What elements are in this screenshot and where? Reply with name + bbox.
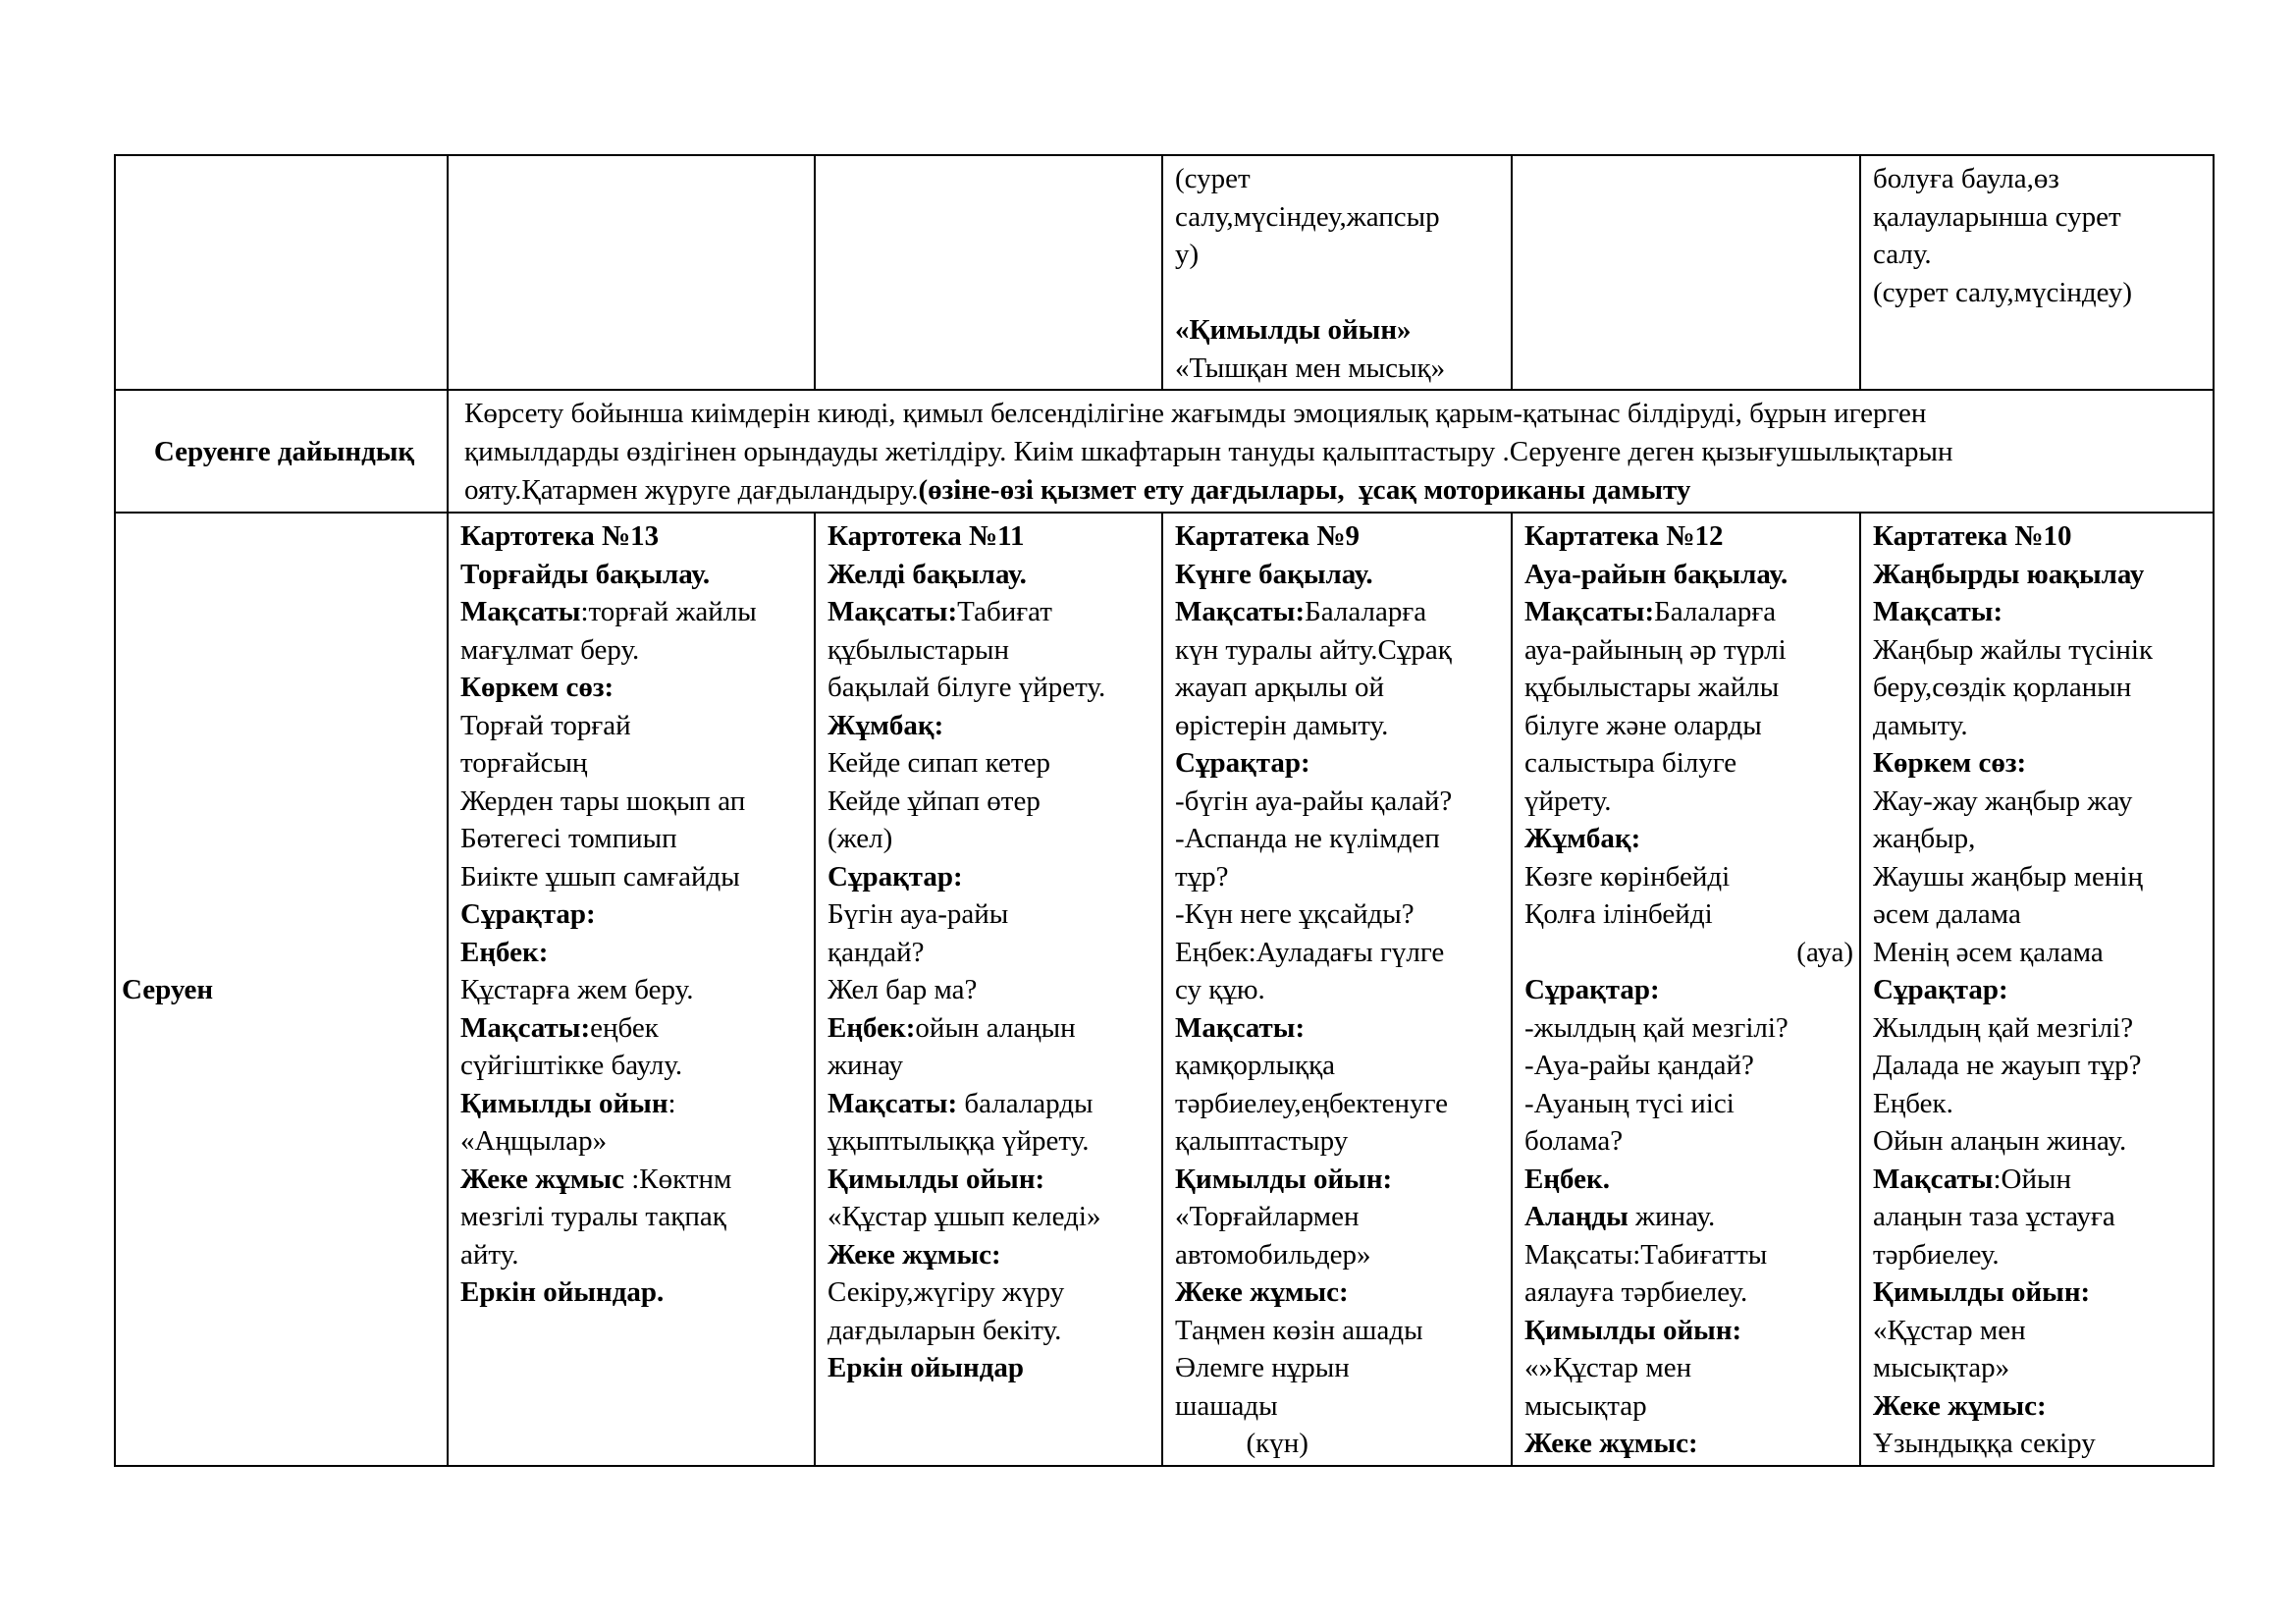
cell-walk-col4	[1162, 513, 1512, 1466]
plan-table	[114, 154, 2215, 1467]
row-label-prep: Серуенге дайындық	[115, 390, 448, 513]
text-run: Жеке жұмыс	[460, 1163, 624, 1195]
text-run: еңбек	[590, 1011, 659, 1044]
text-line: сүйгіштікке баулу.	[460, 1050, 683, 1081]
text-line: Еңбек:Ауладағы гүлге	[1175, 936, 1445, 968]
text-line: Биікте ұшып самғайды	[460, 860, 740, 893]
cell-top-col4	[1162, 155, 1512, 390]
text-run: Қимылды ойын	[460, 1087, 668, 1119]
text-line: қимылдарды өздігінен орындауды жетілдіру. Киім шкафтарын тануды қалыптастыру .Серуенге деген қызығушылықтарын	[464, 436, 1953, 467]
text-line: Желді бақылау.	[828, 558, 1027, 590]
text-run: :торғай жайлы	[580, 596, 757, 627]
text-run: :	[667, 1087, 676, 1119]
text-line	[1524, 593, 1853, 631]
text-run: Алаңды	[1524, 1201, 1629, 1232]
text-line: «Құстар ұшып келеді»	[828, 1201, 1101, 1232]
text-line: (күн)	[1175, 1428, 1308, 1459]
text-line: Көркем сөз:	[1873, 747, 2027, 779]
text-line: салу.	[1873, 239, 1932, 270]
cell-walk-col2	[448, 513, 815, 1466]
text-line: Мақсаты:	[1175, 1011, 1306, 1044]
text-line: Еркін ойындар	[828, 1352, 1025, 1383]
text-line	[464, 471, 2207, 510]
game-name: «Тышқан мен мысық»	[1175, 352, 1446, 384]
text-line: торғайсың	[460, 747, 588, 779]
text-run: балаларды	[957, 1087, 1094, 1119]
text-line: Қолға ілінбейді	[1524, 898, 1713, 930]
text-line: тәрбиелеу,еңбектенуге	[1175, 1087, 1448, 1119]
text-line: Еркін ойындар.	[460, 1276, 665, 1308]
text-line: шашады	[1175, 1389, 1278, 1422]
cell-walk-col3	[815, 513, 1162, 1466]
text-line: «Торғайлармен	[1175, 1201, 1360, 1232]
text-line: Ұзындыққа секіру	[1873, 1428, 2096, 1459]
text-run: Табиғат	[957, 596, 1052, 627]
text-run: :Көктнм	[623, 1163, 732, 1195]
text-line: Картотека №13	[460, 520, 660, 552]
text-line: Қимылды ойын:	[1873, 1276, 2091, 1308]
text-line: Жеке жұмыс:	[1175, 1276, 1349, 1308]
text-line: қалыптастыру	[1175, 1125, 1349, 1157]
text-line: салу,мүсіндеу,жапсыр	[1175, 200, 1440, 233]
text-line: алаңын таза ұстауға	[1873, 1201, 2115, 1232]
text-run: Балаларға	[1305, 596, 1427, 627]
text-line: (сурет	[1175, 163, 1251, 194]
text-line: болуға баула,өз	[1873, 163, 2059, 194]
text-line: (сурет салу,мүсіндеу)	[1873, 276, 2132, 308]
text-line: дағдыларын бекіту.	[828, 1314, 1062, 1346]
text-run: Еңбек:	[828, 1011, 916, 1044]
text-line: Картатека №12	[1524, 520, 1724, 552]
text-line: Мақсаты:	[1873, 596, 2003, 627]
text-line: Жаңбыр жайлы түсінік	[1873, 633, 2154, 666]
text-line: Жұмбақ:	[1524, 823, 1641, 854]
text-line: Сұрақтар:	[1524, 974, 1660, 1005]
text-line: аялауға тәрбиелеу.	[1524, 1276, 1748, 1308]
text-line: Кейде ұйпап өтер	[828, 785, 1041, 817]
text-run: Мақсаты:	[1524, 596, 1655, 627]
text-run: Мақсаты:	[828, 1087, 958, 1119]
text-line: -жылдың қай мезгілі?	[1524, 1011, 1789, 1044]
text-line: Күнге бақылау.	[1175, 558, 1373, 590]
text-line: -Ауаның түсі иісі	[1524, 1087, 1735, 1119]
text-line: -Күн неге ұқсайды?	[1175, 898, 1415, 930]
text-line: қандай?	[828, 936, 925, 968]
text-line: бақылай білуге үйрету.	[828, 672, 1106, 703]
text-line: «»Құстар мен	[1524, 1352, 1692, 1383]
text-line: Еңбек.	[1873, 1087, 1953, 1119]
text-line: жауап арқылы ой	[1175, 672, 1384, 703]
text-line: у)	[1175, 239, 1200, 270]
text-line: болама?	[1524, 1125, 1624, 1157]
text-line: айту.	[460, 1238, 519, 1271]
table-row-top	[115, 155, 2214, 390]
text-line: ауа-райының әр түрлі	[1524, 633, 1787, 666]
text-run: Мақсаты:	[1175, 596, 1306, 627]
text-line: мағұлмат беру.	[460, 633, 640, 666]
text-line	[828, 1009, 1155, 1048]
text-line: өрістерін дамыту.	[1175, 709, 1389, 741]
text-line: Қимылды ойын:	[1524, 1314, 1742, 1346]
text-line: -Аспанда не күлімдеп	[1175, 823, 1440, 854]
text-line: Сұрақтар:	[1175, 747, 1310, 779]
text-line: дамыту.	[1873, 709, 1968, 741]
text-line: Әлемге нұрын	[1175, 1352, 1350, 1383]
text-line: Қимылды ойын:	[1175, 1163, 1393, 1195]
text-line: Көркем сөз:	[460, 672, 614, 703]
text-line: Жаңбырды юақылау	[1873, 558, 2145, 590]
text-run: ояту.Қатармен жүруге дағдыландыру.	[464, 474, 919, 506]
row-label-walk: Серуен	[115, 513, 448, 1466]
text-line: мысықтар»	[1873, 1352, 2010, 1383]
text-line: Менің әсем қалама	[1873, 936, 2104, 968]
text-line	[828, 1085, 1155, 1123]
text-line: Жел бар ма?	[828, 974, 978, 1005]
text-line: -Ауа-райы қандай?	[1524, 1050, 1754, 1081]
text-line: Еңбек.	[1524, 1163, 1610, 1195]
text-line: Бөтегесі томпиып	[460, 823, 677, 854]
text-line: Көрсету бойынша киімдерін киюді, қимыл белсенділігіне жағымды эмоциялық қарым-қатынас білдіруді, бұрын игерген	[464, 398, 1927, 429]
cell-top-col5	[1512, 155, 1860, 390]
text-line: Бүгін ауа-райы	[828, 898, 1009, 930]
text-line: Картотека №11	[828, 520, 1025, 552]
text-run-bold: (өзіне-өзі қызмет ету дағдылары, ұсақ моториканы дамыту	[918, 474, 1691, 506]
text-line: жинау	[828, 1050, 903, 1081]
text-line: Картатека №9	[1175, 520, 1361, 552]
text-line: Далада не жауып тұр?	[1873, 1050, 2142, 1081]
text-line	[1524, 1198, 1853, 1236]
text-line: Сұрақтар:	[460, 898, 596, 930]
text-line	[460, 593, 808, 631]
text-line: білуге және оларды	[1524, 709, 1762, 741]
text-run: жинау.	[1628, 1201, 1716, 1232]
cell-walk-col6	[1860, 513, 2214, 1466]
text-line: тұр?	[1175, 860, 1229, 893]
text-line: күн туралы айту.Сұрақ	[1175, 633, 1452, 666]
text-line: Ойын алаңын жинау.	[1873, 1125, 2127, 1157]
text-line: автомобильдер»	[1175, 1238, 1371, 1271]
text-line: су құю.	[1175, 974, 1265, 1005]
text-line: Жеке жұмыс:	[828, 1238, 1001, 1271]
table-row-prep	[115, 390, 2214, 513]
text-line: Жерден тары шоқып ап	[460, 785, 746, 817]
cell-prep-text	[448, 390, 2214, 513]
game-title: «Қимылды ойын»	[1175, 314, 1412, 346]
text-line: Құстарға жем беру.	[460, 974, 694, 1005]
text-line: Қимылды ойын:	[828, 1163, 1045, 1195]
text-line: ұқыптылыққа үйрету.	[828, 1125, 1090, 1157]
cell-walk-col5	[1512, 513, 1860, 1466]
text-line: құбылыстары жайлы	[1524, 672, 1780, 703]
spacer	[1175, 274, 1505, 312]
text-run: Мақсаты	[1873, 1163, 1994, 1195]
text-line	[460, 1085, 808, 1123]
cell-top-col3	[815, 155, 1162, 390]
text-line: қамқорлыққа	[1175, 1050, 1336, 1081]
text-line: Кейде сипап кетер	[828, 747, 1050, 779]
cell-top-col2	[448, 155, 815, 390]
text-line: мезгілі туралы тақпақ	[460, 1201, 726, 1232]
text-line: -бүгін ауа-райы қалай?	[1175, 785, 1453, 817]
text-line: Торғай торғай	[460, 709, 631, 741]
text-line: Таңмен көзін ашады	[1175, 1314, 1423, 1346]
text-line: Жылдың қай мезгілі?	[1873, 1011, 2134, 1044]
table-row-walk	[115, 513, 2214, 1466]
text-line	[460, 1161, 808, 1199]
text-line	[460, 1009, 808, 1048]
text-line: әсем далама	[1873, 898, 2021, 930]
text-line: Торғайды бақылау.	[460, 558, 711, 590]
text-run: Балаларға	[1654, 596, 1777, 627]
plan-table-container	[114, 154, 2213, 1467]
text-line: Мақсаты:Табиғатты	[1524, 1238, 1768, 1271]
text-line: (ауа)	[1796, 936, 1853, 968]
text-line: Жау-жау жаңбыр жау	[1873, 785, 2133, 817]
text-line: Еңбек:	[460, 936, 549, 968]
text-line: құбылыстарын	[828, 633, 1010, 666]
text-line: (жел)	[828, 823, 893, 854]
text-line: тәрбиелеу.	[1873, 1238, 2000, 1271]
text-line: Жұмбақ:	[828, 709, 944, 741]
text-run: Мақсаты:	[460, 1011, 591, 1044]
text-line: Секіру,жүгіру жүру	[828, 1276, 1065, 1308]
cell-top-label	[115, 155, 448, 390]
text-line: жаңбыр,	[1873, 823, 1976, 854]
text-line	[828, 593, 1155, 631]
text-line: Сұрақтар:	[1873, 974, 2008, 1005]
text-line: үйрету.	[1524, 785, 1612, 817]
text-line: Жаушы жаңбыр менің	[1873, 860, 2143, 893]
text-line: «Құстар мен	[1873, 1314, 2026, 1346]
text-run: :Ойын	[1993, 1163, 2071, 1195]
text-line: Жеке жұмыс:	[1873, 1389, 2047, 1422]
cell-top-col6	[1860, 155, 2214, 390]
text-line: Жеке жұмыс:	[1524, 1428, 1698, 1459]
text-line: Ауа-райын бақылау.	[1524, 558, 1789, 590]
text-line: Сұрақтар:	[828, 860, 963, 893]
text-line: Картатека №10	[1873, 520, 2072, 552]
text-line: мысықтар	[1524, 1389, 1647, 1422]
text-line: салыстыра білуге	[1524, 747, 1737, 779]
text-run: Мақсаты	[460, 596, 581, 627]
text-line: Көзге көрінбейді	[1524, 860, 1731, 893]
text-line: «Аңщылар»	[460, 1125, 608, 1157]
text-line: қалауларынша сурет	[1873, 200, 2121, 233]
text-run: ойын алаңын	[915, 1011, 1076, 1044]
text-line: беру,сөздік қорланын	[1873, 672, 2132, 703]
text-line	[1873, 1161, 2207, 1199]
text-line	[1175, 593, 1505, 631]
text-run: Мақсаты:	[828, 596, 958, 627]
